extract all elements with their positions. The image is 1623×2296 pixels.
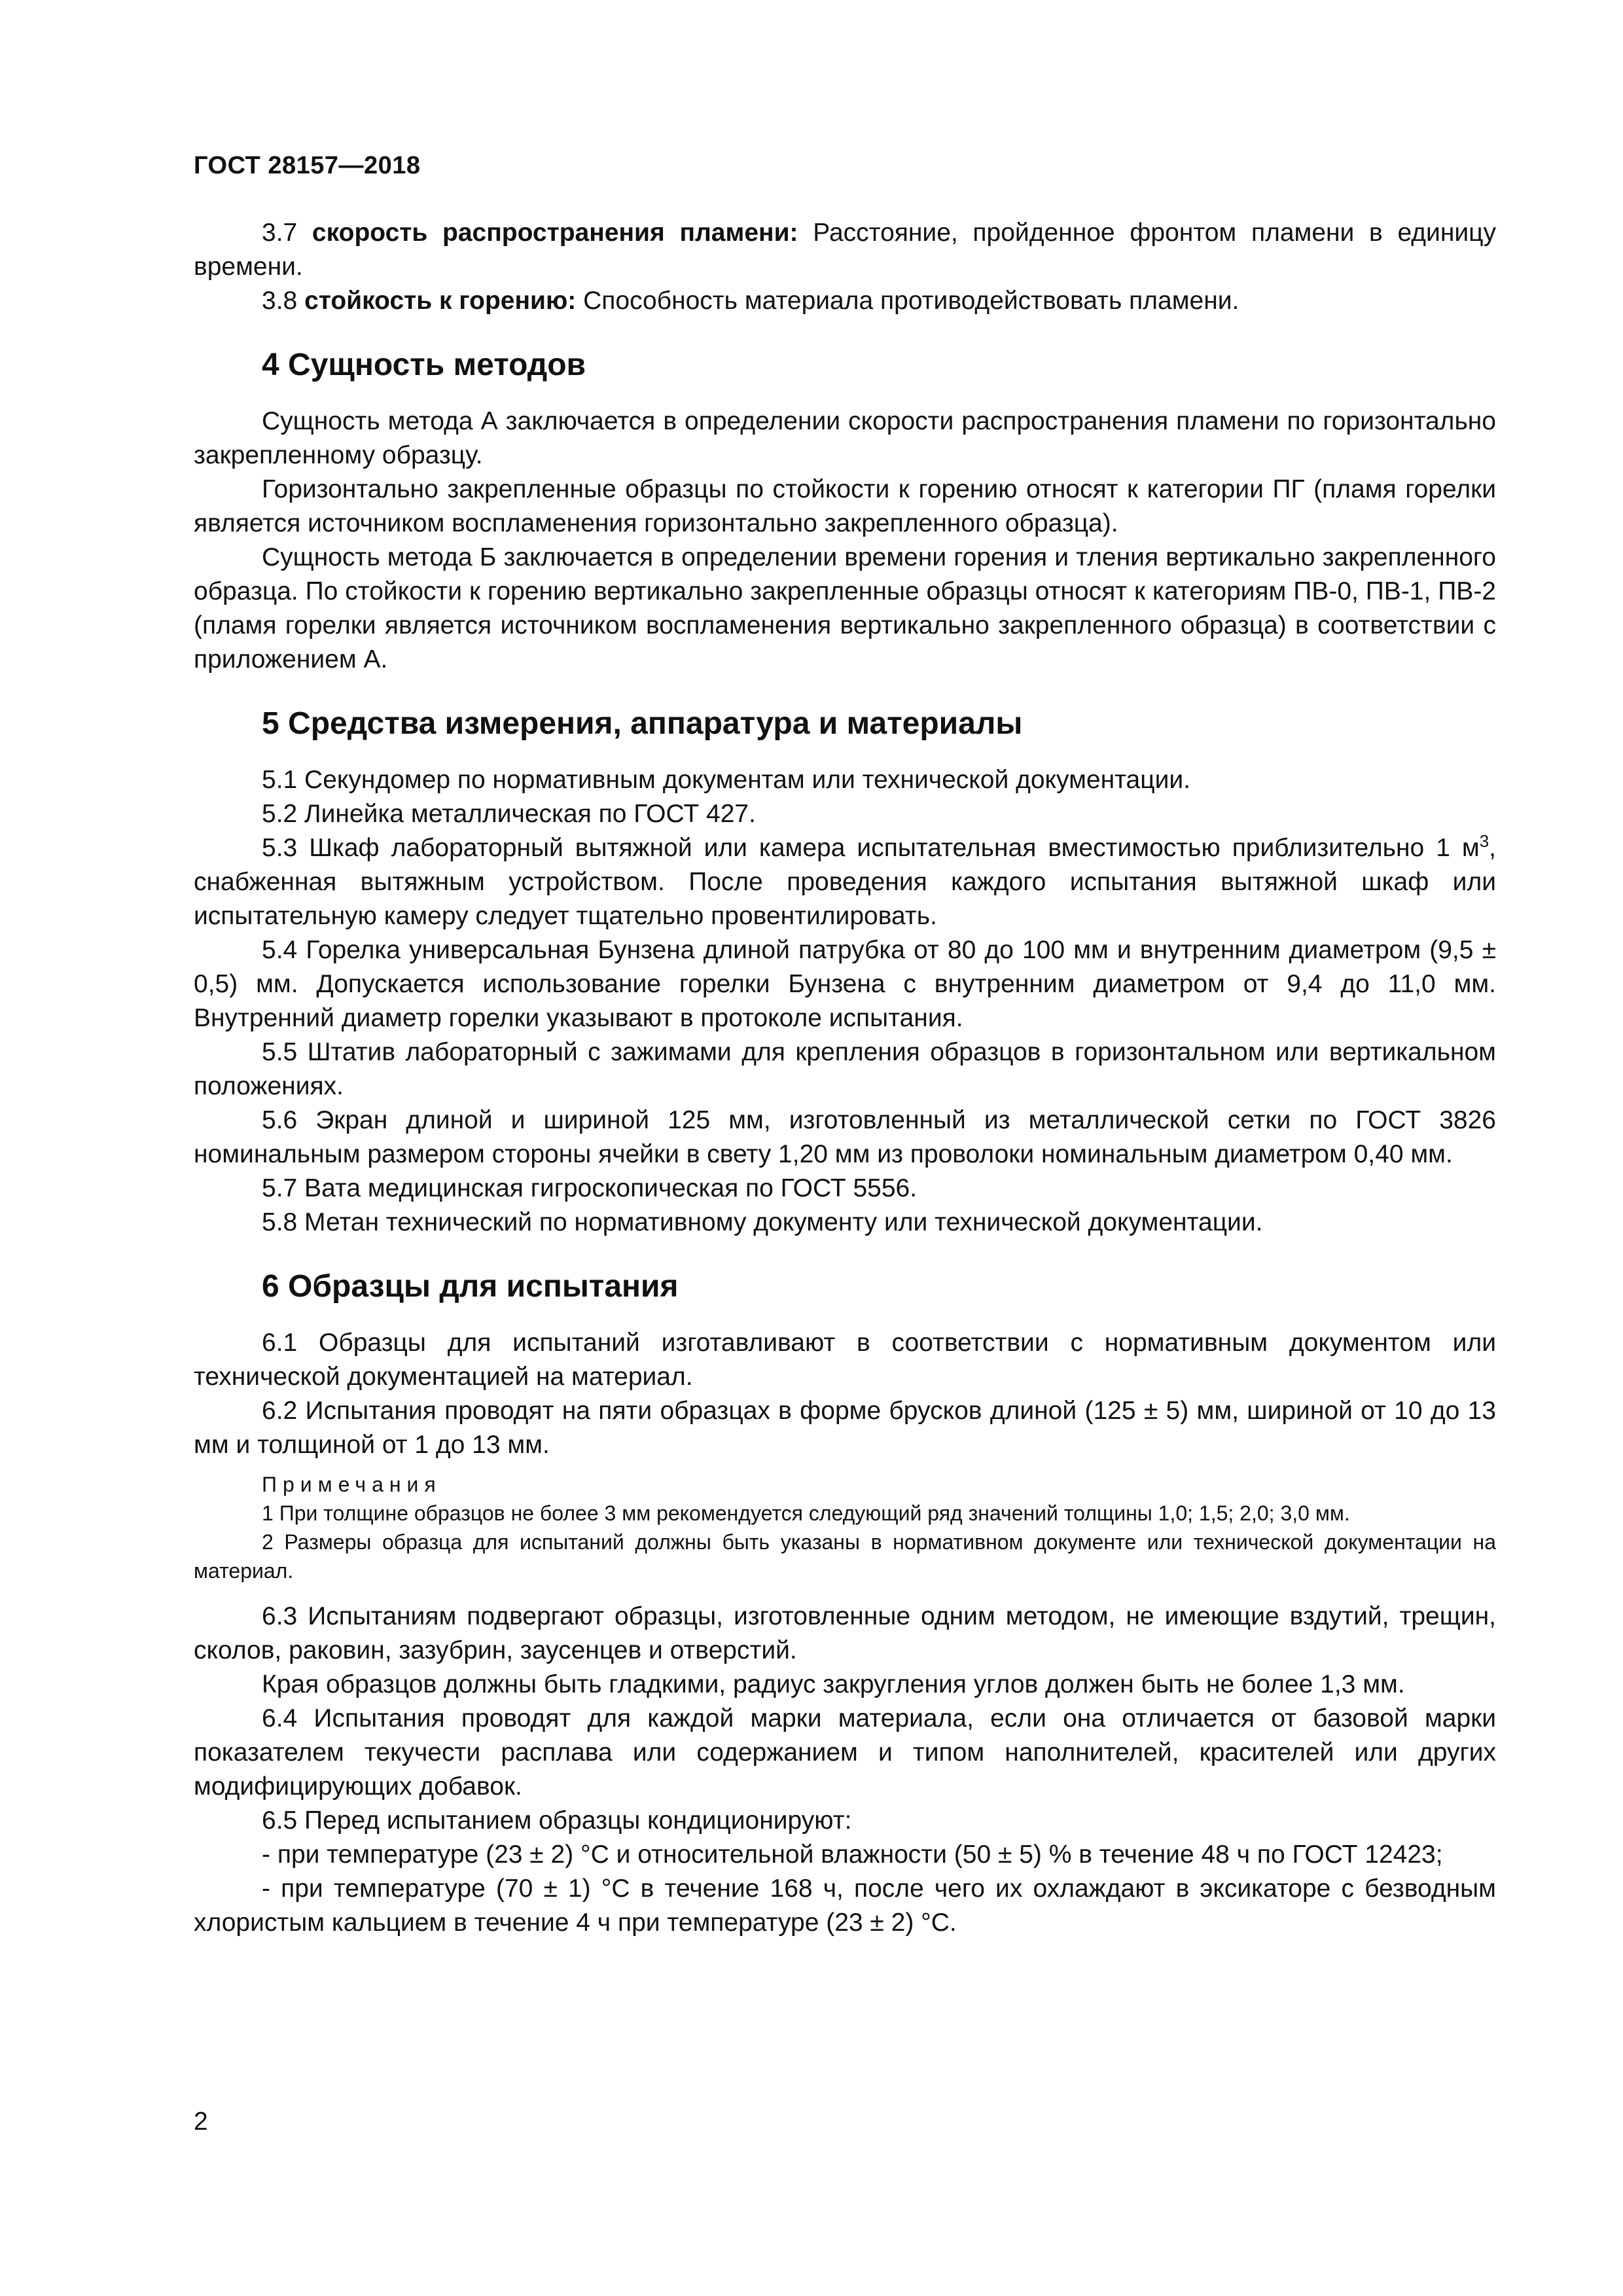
clause-5-1: 5.1 Секундомер по нормативным документам или технической документации. <box>262 766 1190 794</box>
note-item: 2 Размеры образца для испытаний должны быть указаны в нормативном документе или технической документации на материал. <box>194 1530 1496 1583</box>
document-code-header: ГОСТ 28157—2018 <box>194 152 421 179</box>
term-3-8 <box>194 284 1496 318</box>
clause-5-5: 5.5 Штатив лабораторный с зажимами для крепления образцов в горизонтальном или вертикальном положениях. <box>194 1038 1496 1100</box>
page-number: 2 <box>194 2108 208 2136</box>
clause-6-5-item: - при температуре (23 ± 2) °С и относительной влажности (50 ± 5) % в течение 48 ч по ГОСТ 12423; <box>262 1840 1443 1869</box>
clause-6-4: 6.4 Испытания проводят для каждой марки материала, если она отличается от базовой марки показателем текучести расплава или содержанием и типом наполнителей, красителей или других модифицирующих добавок. <box>194 1704 1496 1801</box>
notes-block <box>194 1470 1496 1585</box>
clause-6-5: 6.5 Перед испытанием образцы кондиционируют: <box>262 1806 852 1835</box>
section-4-paragraph: Сущность метода Б заключается в определении времени горения и тления вертикально закрепленного образца. По стойкости к горению вертикально закрепленные образцы относят к категориям ПВ-0, ПВ-1, ПВ-2 (пламя горелки является источником воспламенения вертикально закрепленного образца) в соответствии с приложением А. <box>194 543 1496 673</box>
clause-6-3-continued: Края образцов должны быть гладкими, радиус закругления углов должен быть не более 1,3 мм. <box>262 1670 1405 1698</box>
superscript: 3 <box>1479 831 1489 851</box>
clause-5-4: 5.4 Горелка универсальная Бунзена длиной патрубка от 80 до 100 мм и внутренним диаметром (9,5 ± 0,5) мм. Допускается использование горелки Бунзена с внутренним диаметром от 9,4 до 11,0 мм. Внутренний диаметр горелки указывают в протоколе испытания. <box>194 936 1496 1032</box>
clause-5-3 <box>194 831 1496 933</box>
page-content <box>194 216 1496 1940</box>
clause-6-1: 6.1 Образцы для испытаний изготавливают в соответствии с нормативным документом или технической документацией на материал. <box>194 1329 1496 1391</box>
clause-6-2: 6.2 Испытания проводят на пяти образцах в форме брусков длиной (125 ± 5) мм, шириной от 10 до 13 мм и толщиной от 1 до 13 мм. <box>194 1397 1496 1459</box>
term-3-7 <box>194 216 1496 284</box>
clause-text: 5.3 Шкаф лабораторный вытяжной или камера испытательная вместимостью приблизительно 1 м <box>262 834 1480 862</box>
term-definition: Способность материала противодействовать пламени. <box>583 287 1240 315</box>
term-number: 3.8 <box>262 287 298 315</box>
term-definition: Расстояние, пройденное фронтом пламени в единицу времени. <box>194 219 1496 281</box>
term-name: скорость распространения пламени: <box>312 219 798 247</box>
clause-5-8: 5.8 Метан технический по нормативному документу или технической документации. <box>262 1208 1263 1236</box>
clause-text: , снабженная вытяжным устройством. После проведения каждого испытания вытяжной шкаф или испытательную камеру следует тщательно провентилировать. <box>194 834 1496 930</box>
section-5-title: 5 Средства измерения, аппаратура и материалы <box>262 706 1023 741</box>
notes-title: Примечания <box>262 1473 442 1496</box>
clause-5-2: 5.2 Линейка металлическая по ГОСТ 427. <box>262 800 756 828</box>
clause-5-6: 5.6 Экран длиной и шириной 125 мм, изготовленный из металлической сетки по ГОСТ 3826 номинальным размером стороны ячейки в свету 1,20 мм из проволоки номинальным диаметром 0,40 мм. <box>194 1106 1496 1168</box>
section-4-paragraph: Сущность метода А заключается в определении скорости распространения пламени по горизонтально закрепленному образцу. <box>194 407 1496 469</box>
term-name: стойкость к горению: <box>304 287 577 315</box>
clause-6-5-item: - при температуре (70 ± 1) °С в течение 168 ч, после чего их охлаждают в эксикаторе с безводным хлористым кальцием в течение 4 ч при температуре (23 ± 2) °С. <box>194 1874 1496 1937</box>
clause-6-3: 6.3 Испытаниям подвергают образцы, изготовленные одним методом, не имеющие вздутий, трещин, сколов, раковин, зазубрин, заусенцев и отверстий. <box>194 1602 1496 1664</box>
section-6-title: 6 Образцы для испытания <box>262 1269 679 1304</box>
section-4-paragraph: Горизонтально закрепленные образцы по стойкости к горению относят к категории ПГ (пламя горелки является источником воспламенения горизонтально закрепленного образца). <box>194 475 1496 537</box>
term-number: 3.7 <box>262 219 298 247</box>
section-4-title: 4 Сущность методов <box>262 348 586 382</box>
note-item: 1 При толщине образцов не более 3 мм рекомендуется следующий ряд значений толщины 1,0; 1,5; 2,0; 3,0 мм. <box>262 1501 1350 1525</box>
clause-5-7: 5.7 Вата медицинская гигроскопическая по ГОСТ 5556. <box>262 1174 918 1202</box>
